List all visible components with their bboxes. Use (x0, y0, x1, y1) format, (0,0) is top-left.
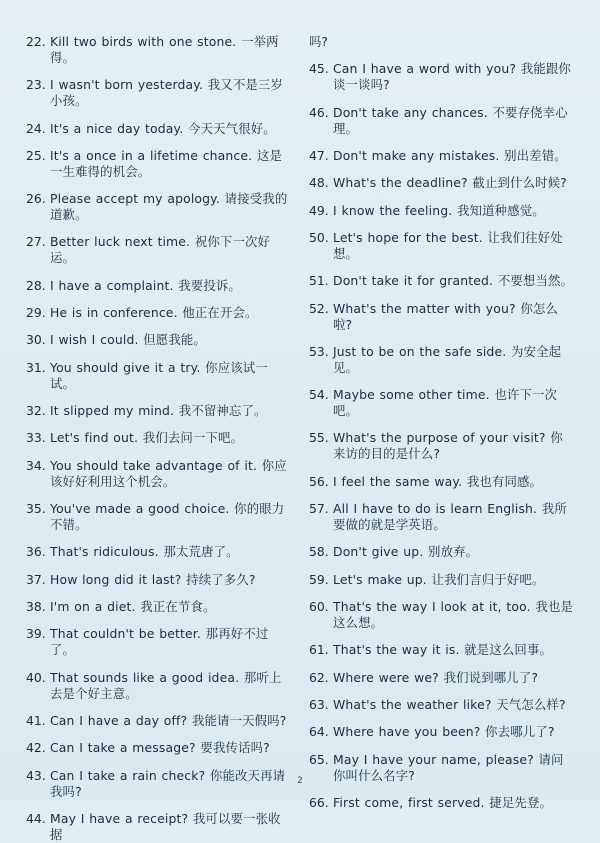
list-item-number: 39. (26, 626, 46, 642)
list-item (26, 305, 291, 321)
list-item (309, 642, 574, 658)
list-item-text: What's the matter with you? 你怎么啦? (333, 300, 558, 332)
list-item-text: Can I take a message? 要我传话吗? (50, 740, 270, 756)
list-item-number: 40. (26, 669, 46, 685)
list-item-number: 64. (309, 724, 329, 740)
list-item-text: Don't take it for granted. 不要想当然。 (333, 273, 574, 289)
list-item-text: That sounds like a good idea. 那听上去是个好主意。 (50, 669, 282, 701)
list-item-number: 65. (309, 751, 329, 767)
list-item-text: Maybe some other time. 也许下一次吧。 (333, 387, 558, 418)
list-item (26, 811, 291, 843)
list-item (26, 458, 291, 490)
list-item-text: First come, first served. 捷足先登。 (333, 795, 553, 810)
list-item-number: 42. (26, 740, 46, 756)
list-item-number: 38. (26, 599, 46, 614)
list-item-text: Kill two birds with one stone. 一举两得。 (50, 34, 279, 65)
two-column-layout (26, 34, 574, 842)
list-item-text: You should give it a try. 你应该试一试。 (50, 359, 268, 391)
list-item-number: 27. (26, 234, 46, 250)
list-item (26, 544, 291, 560)
list-item-number: 34. (26, 457, 46, 473)
list-item-text: Can I have a word with you? 我能跟你谈一谈吗? (333, 61, 571, 93)
list-item-number: 54. (309, 387, 329, 403)
list-item-number: 46. (309, 104, 329, 120)
list-item (26, 713, 291, 729)
list-item-number: 57. (309, 501, 329, 516)
list-item-number: 59. (309, 571, 329, 587)
list-item-number: 23. (26, 77, 46, 93)
list-item (309, 203, 574, 219)
list-item-number: 32. (26, 403, 46, 418)
list-item-number: 26. (26, 191, 46, 207)
list-item-number: 50. (309, 230, 329, 245)
list-item-number: 28. (26, 277, 46, 293)
list-item-number: 37. (26, 571, 46, 587)
left-column (26, 34, 291, 842)
list-item-text: Let's hope for the best. 让我们往好处想。 (333, 230, 563, 261)
list-item-number: 45. (309, 61, 329, 77)
list-item-number: 58. (309, 544, 329, 560)
list-item (26, 626, 291, 658)
list-item (309, 175, 574, 191)
list-item-number: 24. (26, 120, 46, 136)
continuation-text: 吗? (309, 34, 328, 49)
list-item-number: 29. (26, 305, 46, 320)
list-item-text: Can I have a day off? 我能请一天假吗? (50, 712, 287, 728)
list-item-number: 33. (26, 430, 46, 446)
list-item (309, 724, 574, 740)
list-item (309, 430, 574, 462)
list-item (309, 344, 574, 376)
list-item-number: 60. (309, 599, 329, 614)
list-item-number: 62. (309, 669, 329, 685)
list-item-text: Don't make any mistakes. 别出差错。 (333, 147, 567, 163)
list-item-number: 53. (309, 343, 329, 359)
list-item-text: Don't take any chances. 不要存侥幸心理。 (333, 104, 568, 136)
list-item-number: 52. (309, 300, 329, 316)
list-item-number: 41. (26, 712, 46, 728)
list-item-number: 48. (309, 175, 329, 191)
list-item-text: Don't give up. 别放弃。 (333, 544, 479, 560)
list-item-text: Where were we? 我们说到哪儿了? (333, 669, 539, 685)
list-item-number: 61. (309, 642, 329, 658)
list-item-number: 35. (26, 501, 46, 516)
list-item-text: Let's make up. 让我们言归于好吧。 (333, 571, 545, 587)
list-item-text: He is in conference. 他正在开会。 (50, 305, 258, 320)
list-item-text: I'm on a diet. 我正在节食。 (50, 599, 216, 614)
list-item-number: 31. (26, 359, 46, 375)
list-item (26, 332, 291, 348)
list-item-text: Better luck next time. 祝你下一次好运。 (50, 234, 271, 266)
list-item (26, 121, 291, 137)
list-item (309, 670, 574, 686)
list-item (26, 191, 291, 223)
list-item-number: 49. (309, 202, 329, 218)
list-item-number: 44. (26, 810, 46, 826)
list-item-text: It's a once in a lifetime chance. 这是一生难得的机会。 (50, 147, 283, 179)
list-item (309, 301, 574, 333)
list-item-text: Please accept my apology. 请接受我的道歉。 (50, 191, 288, 222)
list-item (309, 795, 574, 811)
list-item-text: I wish I could. 但愿我能。 (50, 332, 206, 348)
list-item-number: 25. (26, 147, 46, 163)
list-item-text: May I have your name, please? 请问你叫什么名字? (333, 751, 564, 783)
list-item (309, 544, 574, 560)
list-item-text: Just to be on the safe side. 为安全起见。 (333, 343, 562, 375)
list-item-text: Let's find out. 我们去问一下吧。 (50, 430, 244, 446)
list-item (26, 740, 291, 756)
list-item (309, 572, 574, 588)
list-item (26, 34, 291, 66)
list-item-number: 56. (309, 473, 329, 489)
list-item (309, 230, 574, 262)
list-item-text: It slipped my mind. 我不留神忘了。 (50, 403, 267, 418)
list-item (26, 403, 291, 419)
list-item (26, 599, 291, 615)
list-item-number: 63. (309, 697, 329, 712)
list-item-text: I wasn't born yesterday. 我又不是三岁小孩。 (50, 77, 284, 109)
list-item-text: What's the purpose of your visit? 你来访的目的是什么? (333, 430, 563, 462)
list-item-number: 66. (309, 795, 329, 810)
list-item (26, 234, 291, 266)
list-item (309, 474, 574, 490)
list-item-text: You've made a good choice. 你的眼力不错。 (50, 501, 285, 532)
right-column (309, 34, 574, 810)
list-item-text: What's the weather like? 天气怎么样? (333, 697, 566, 712)
list-item-text: I know the feeling. 我知道种感觉。 (333, 202, 545, 218)
list-item-text: May I have a receipt? 我可以要一张收据 (50, 810, 281, 842)
list-item (26, 148, 291, 180)
list-item (309, 61, 574, 93)
list-item-text: Can I take a rain check? 你能改天再请我吗? (50, 767, 286, 799)
list-item (26, 670, 291, 702)
list-item (26, 77, 291, 109)
list-item (309, 387, 574, 419)
list-item-text: That's ridiculous. 那太荒唐了。 (50, 544, 239, 560)
list-item (309, 501, 574, 533)
list-item (309, 105, 574, 137)
list-item-number: 36. (26, 544, 46, 560)
list-item-number: 43. (26, 767, 46, 783)
list-item-text: How long did it last? 持续了多久? (50, 571, 256, 587)
list-item (309, 697, 574, 713)
list-item-text: That's the way it is. 就是这么回事。 (333, 642, 553, 658)
list-item-number: 47. (309, 147, 329, 163)
list-item-text: It's a nice day today. 今天天气很好。 (50, 120, 276, 136)
list-item-number: 30. (26, 332, 46, 348)
list-item (309, 599, 574, 631)
list-item-text: I have a complaint. 我要投诉。 (50, 277, 241, 293)
list-item-text: That's the way I look at it, too. 我也是这么想。 (333, 599, 574, 630)
list-item (309, 148, 574, 164)
list-item (309, 273, 574, 289)
list-item-text: What's the deadline? 截止到什么时候? (333, 175, 567, 191)
list-item-text: That couldn't be better. 那再好不过了。 (50, 626, 269, 658)
list-item-number: 51. (309, 273, 329, 289)
list-item (26, 501, 291, 533)
list-item (26, 278, 291, 294)
list-item-text: I feel the same way. 我也有同感。 (333, 473, 543, 489)
page-number: 2 (297, 776, 303, 786)
list-item-text: All I have to do is learn English. 我所要做的就是学英语。 (333, 501, 567, 532)
list-item-text: Where have you been? 你去哪儿了? (333, 724, 555, 740)
list-item-number: 22. (26, 34, 46, 49)
list-item (26, 430, 291, 446)
list-item-text: You should take advantage of it. 你应该好好利用这个机会。 (50, 457, 287, 489)
list-item-number: 55. (309, 430, 329, 446)
list-item (26, 360, 291, 392)
list-item (26, 572, 291, 588)
